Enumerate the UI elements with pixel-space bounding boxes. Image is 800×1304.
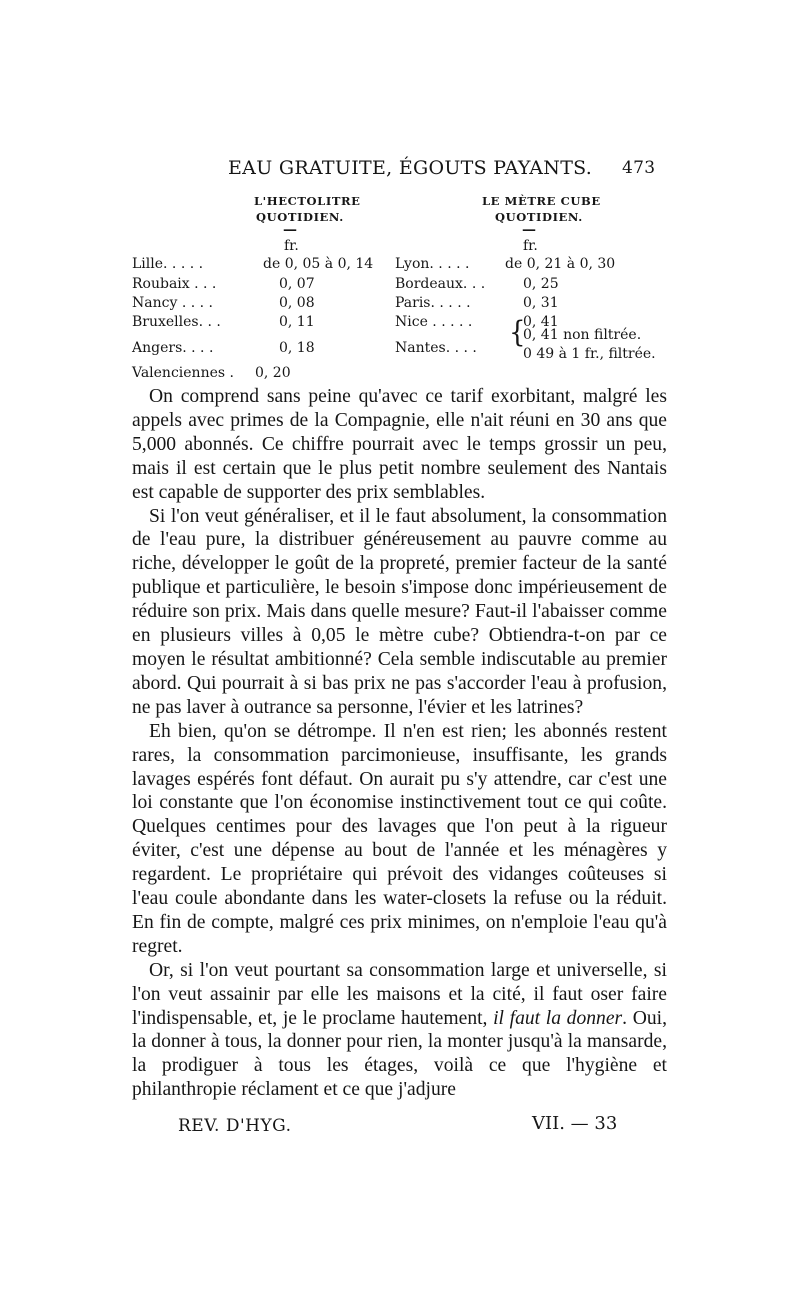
- left-price: de 0, 05 à 0, 14: [263, 256, 374, 272]
- running-title: EAU GRATUITE, ÉGOUTS PAYANTS.: [228, 157, 593, 179]
- left-city: Angers. . . .: [132, 340, 214, 356]
- left-price: 0, 07: [279, 276, 315, 292]
- emphasis-text: il faut la donner: [493, 1007, 623, 1029]
- paragraph: [132, 959, 667, 1102]
- right-price: 0, 41 non filtrée.: [523, 327, 642, 343]
- right-unit-label: fr.: [523, 238, 538, 254]
- right-heading-dash: —: [522, 222, 536, 238]
- right-price: de 0, 21 à 0, 30: [505, 256, 616, 272]
- paragraph-text: Or, si l'on veut pourtant sa consommation large et universelle, si l'on veut assainir par elle les maisons et la cité, il faut oser faire l'indispensable, et, je le proclame hautement,: [132, 959, 667, 1029]
- right-heading-line1: LE MÈTRE CUBE: [482, 194, 601, 208]
- footer-journal: REV. D'HYG.: [178, 1116, 292, 1136]
- paragraph-text: . Oui, la donner à tous, la donner pour rien, la monter jusqu'à la mansarde, la prodiguer à tous les étages, voilà ce que l'hygiène et philanthropie réclament et ce que j'adjure: [132, 1007, 667, 1101]
- right-city: Bordeaux. . .: [395, 276, 486, 292]
- left-price: 0, 11: [279, 314, 315, 330]
- right-price: 0, 31: [523, 295, 559, 311]
- footer-signature: VII. — 33: [532, 1113, 618, 1134]
- left-city: Bruxelles. . .: [132, 314, 221, 330]
- right-city: Lyon. . . . .: [395, 256, 470, 272]
- right-price: 0, 41: [523, 314, 559, 330]
- right-price: 0, 25: [523, 276, 559, 292]
- page-number: 473: [622, 158, 656, 178]
- left-price: 0, 18: [279, 340, 315, 356]
- brace-icon: {: [509, 316, 526, 350]
- left-price: 0, 20: [255, 365, 291, 381]
- left-heading-dash: —: [283, 222, 297, 238]
- right-city: Nice . . . . .: [395, 314, 473, 330]
- paragraph: Si l'on veut généraliser, et il le faut absolument, la consommation de l'eau pure, la distribuer généreusement au pauvre comme au riche, développer le goût de la propreté, premier facteur de la santé publique et particulière, le besoin s'impose donc impérieusement de réduire son prix. Mais dans quelle mesure? Faut-il l'abaisser comme en plusieurs villes à 0,05 le mètre cube? Obtiendra-t-on par ce moyen le résultat ambitionné? Cela semble indiscutable au premier abord. Qui pourrait à si bas prix ne pas s'accorder l'eau à profusion, ne pas laver à outrance sa personne, l'évier et les latrines?: [132, 505, 667, 718]
- right-heading-line2: QUOTIDIEN.: [495, 210, 583, 224]
- left-heading-line2: QUOTIDIEN.: [256, 210, 344, 224]
- left-city: Lille. . . . .: [132, 256, 204, 272]
- right-city: Paris. . . . .: [395, 295, 471, 311]
- left-city: Roubaix . . .: [132, 276, 217, 292]
- left-heading-line1: L'HECTOLITRE: [254, 194, 361, 208]
- right-price-filtered: 0 49 à 1 fr., filtrée.: [523, 346, 656, 362]
- left-city: Valenciennes .: [132, 365, 234, 381]
- body-text: [132, 385, 667, 1102]
- left-unit-label: fr.: [284, 238, 299, 254]
- left-price: 0, 08: [279, 295, 315, 311]
- paragraph: Eh bien, qu'on se détrompe. Il n'en est rien; les abonnés restent rares, la consommation parcimonieuse, insuffisante, les grands lavages espérés font défaut. On aurait pu s'y attendre, car c'est une loi constante que l'on économise instinctivement tout ce qui coûte. Quelques centimes pour des lavages que l'on peut à la rigueur éviter, c'est une dépense au bout de l'année et les ménagères y regardent. Le propriétaire qui prévoit des vidanges coûteuses si l'eau coule abondante dans les water-closets la refuse ou la réduit. En fin de compte, malgré ces prix minimes, on n'emploie l'eau qu'à regret.: [132, 720, 667, 957]
- right-city: Nantes. . . .: [395, 340, 477, 356]
- paragraph: On comprend sans peine qu'avec ce tarif exorbitant, malgré les appels avec primes de la Compagnie, elle n'ait réuni en 30 ans que 5,000 abonnés. Ce chiffre pourrait avec le temps grossir un peu, mais il est certain que le plus petit nombre seulement des Nantais est capable de supporter des prix semblables.: [132, 386, 667, 503]
- left-city: Nancy . . . .: [132, 295, 213, 311]
